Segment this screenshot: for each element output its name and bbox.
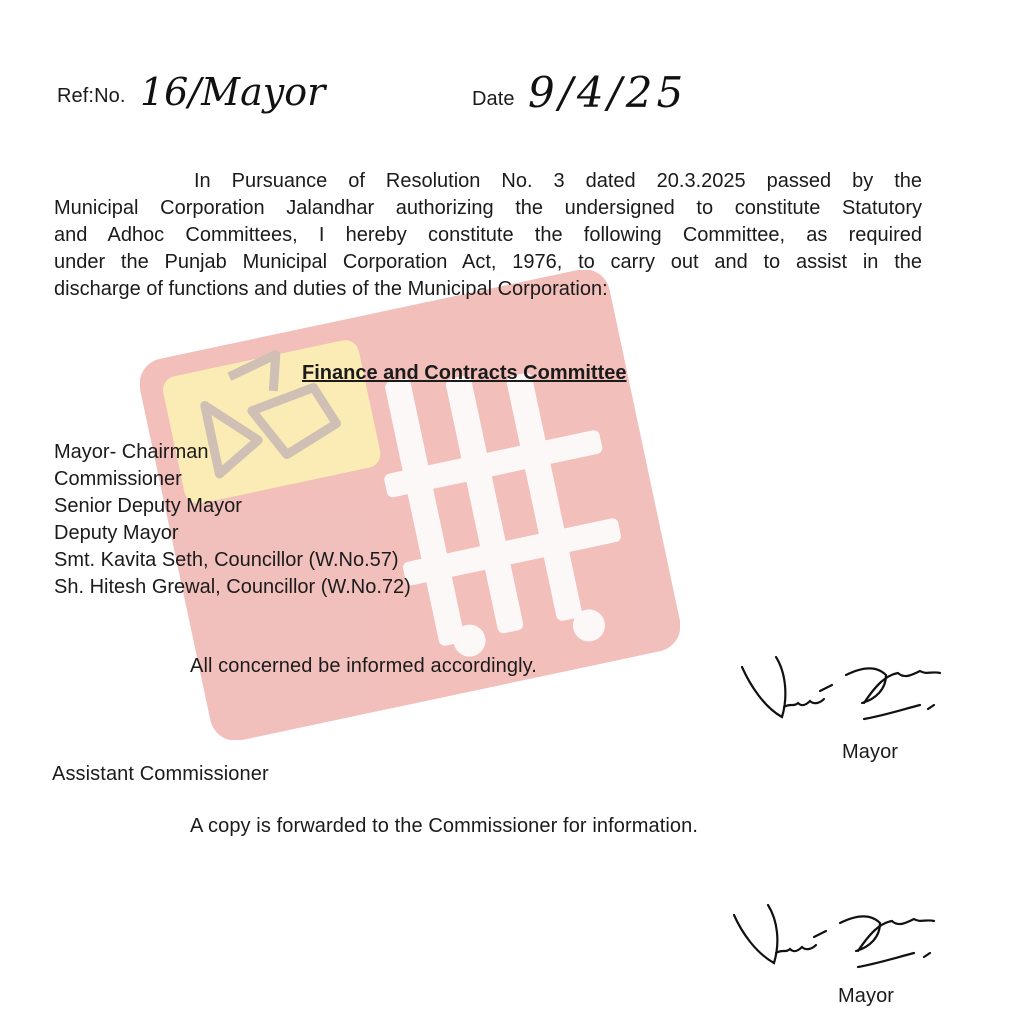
committee-members-list [54,439,411,601]
mayor-designation-1: Mayor [842,741,899,763]
paragraph-line: Municipal Corporation Jalandhar authorizing the undersigned to constitute Statutory [54,197,922,219]
member-item: Sh. Hitesh Grewal, Councillor (W.No.72) [54,576,411,598]
ref-label: Ref:No. [57,85,126,107]
ref-number-handwritten: 16/Mayor [140,70,326,114]
paragraph-line: and Adhoc Committees, I hereby constitute the following Committee, as required [54,224,922,246]
paragraph-line: discharge of functions and duties of the Municipal Corporation: [54,278,608,300]
member-item: Smt. Kavita Seth, Councillor (W.No.57) [54,549,399,571]
mayor-signature-1 [736,645,996,735]
mayor-designation-2: Mayor [838,985,895,1007]
member-item: Senior Deputy Mayor [54,495,242,517]
date-label: Date [472,88,515,110]
date-handwritten: 9/4/25 [528,68,688,117]
mayor-signature-2 [728,895,998,985]
member-item: Commissioner [54,468,182,490]
committee-title: Finance and Contracts Committee [302,362,627,384]
paragraph-line: In Pursuance of Resolution No. 3 dated 20.3.2025 passed by the [194,170,922,192]
member-item: Deputy Mayor [54,522,179,544]
notice-text: All concerned be informed accordingly. [190,655,537,677]
recipient-text: Assistant Commissioner [52,763,269,785]
paragraph-line: under the Punjab Municipal Corporation Act, 1976, to carry out and to assist in the [54,251,922,273]
copy-note: A copy is forwarded to the Commissioner for information. [190,815,699,837]
member-item: Mayor- Chairman [54,441,209,463]
